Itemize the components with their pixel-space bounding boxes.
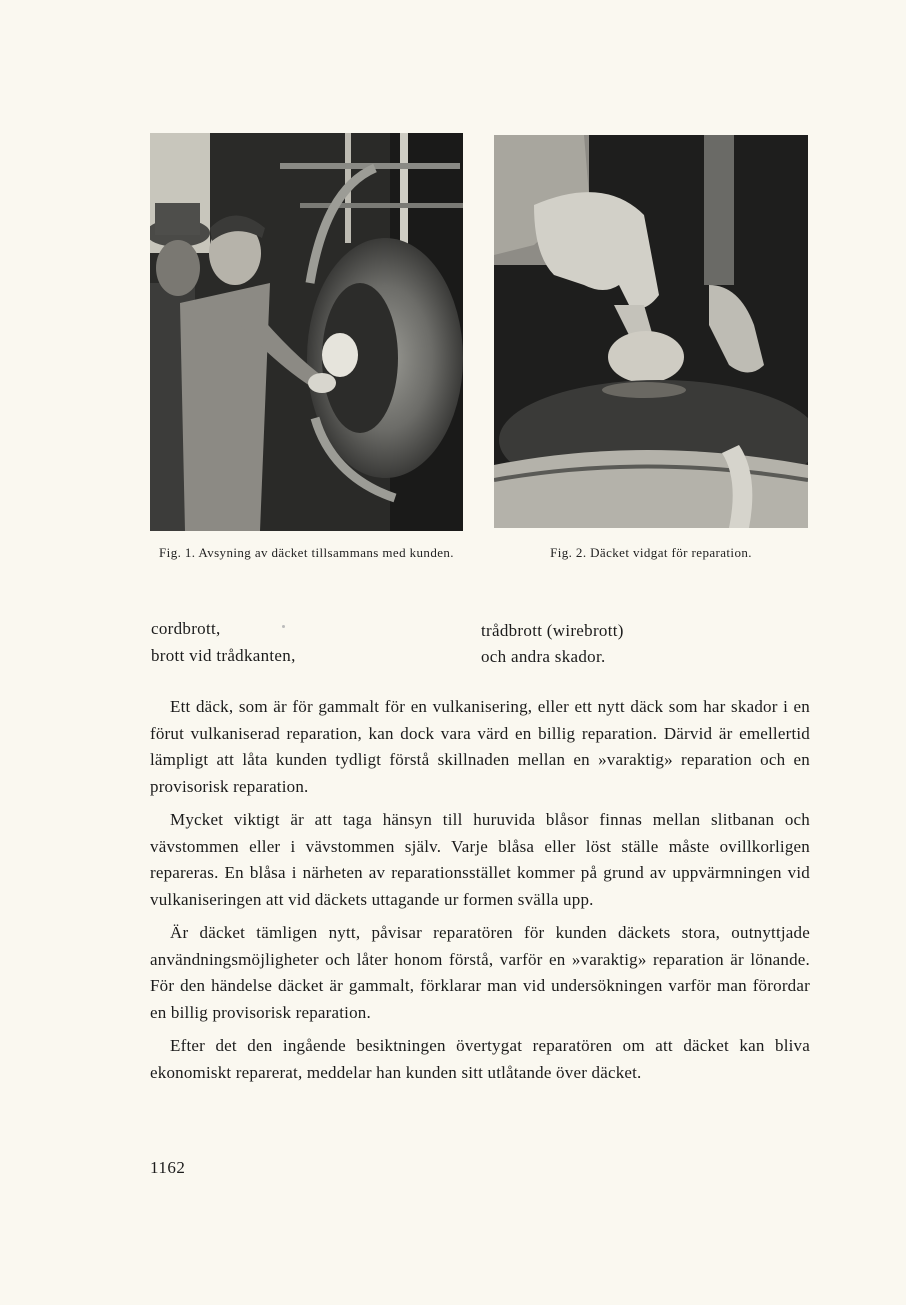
damage-list-item: och andra skador. — [481, 647, 606, 666]
print-speck — [282, 625, 285, 628]
damage-list-item: cordbrott, — [151, 619, 221, 638]
tire-spread-photo — [494, 135, 808, 528]
figure-2-caption: Fig. 2. Däcket vidgat för reparation. — [550, 545, 752, 560]
paragraph: Är däcket tämligen nytt, påvisar reparatören för kunden däckets stora, outnyttjade användningsmöjligheter och låter honom förstå, varför en »varaktig» reparation är lönande. För den händelse däcket är gammalt, förklarar man vid undersökningen varför man förordar en billig provisorisk reparation. — [150, 923, 810, 1022]
paragraph: Ett däck, som är för gammalt för en vulkanisering, eller ett nytt däck som har skador i en förut vulkaniserad reparation, kan dock vara värd en billig reparation. Därvid är emellertid lämpligt att låta kunden tydligt förstå skillnaden mellan en »varaktig» reparation och en provisorisk reparation. — [150, 697, 810, 796]
figure-1-photo — [150, 133, 463, 531]
figure-1-caption: Fig. 1. Avsyning av däcket tillsammans med kunden. — [159, 545, 454, 560]
paragraph: Mycket viktigt är att taga hänsyn till huruvida blåsor finnas mellan slitbanan och vävstommen eller i vävstommen själv. Varje blåsa eller löst ställe måste ovillkorligen repareras. En blåsa i närheten av reparationsstället kommer på grund av uppvärmningen vid vulkaniseringen att vid däckets uttagande ur formen svälla upp. — [150, 810, 810, 909]
figure-2-photo — [494, 135, 808, 528]
paragraph: Efter det den ingående besiktningen övertygat reparatören om att däcket kan bliva ekonomiskt reparerat, meddelar han kunden sitt utlåtande över däcket. — [150, 1036, 810, 1082]
damage-list-item: trådbrott (wirebrott) — [481, 621, 624, 640]
damage-list-item: brott vid trådkanten, — [151, 646, 296, 665]
page-number: 1162 — [150, 1158, 186, 1177]
body-text — [150, 694, 810, 1093]
tire-inspection-photo — [150, 133, 463, 531]
